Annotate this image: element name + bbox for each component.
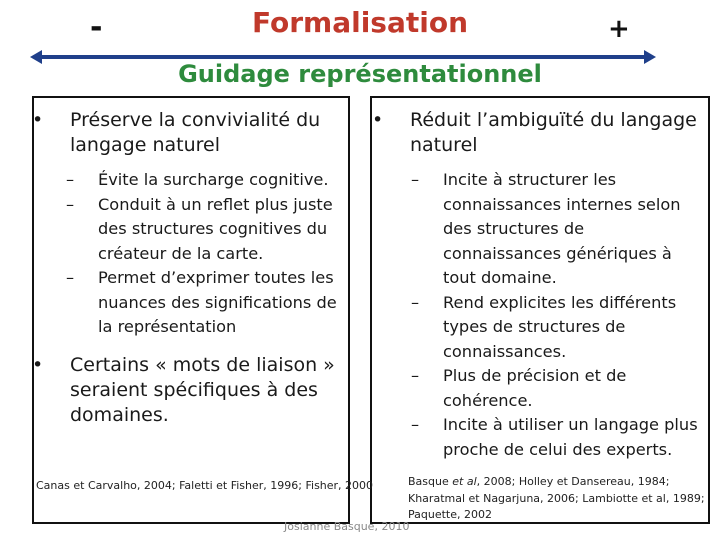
list-item	[411, 291, 703, 365]
list-item-text: Conduit à un reflet plus juste des structures cognitives du créateur de la carte.	[98, 194, 333, 263]
right-sublist	[411, 168, 703, 462]
dash-icon: –	[411, 415, 420, 434]
bullet-dot-icon: •	[32, 109, 44, 131]
left-bullet-1	[32, 108, 338, 158]
right-bullet-1-text: Réduit l’ambiguïté du langage naturel	[410, 109, 697, 156]
list-item-text: Permet d’exprimer toutes les nuances des significations de la représentation	[98, 268, 337, 336]
left-bullet-1-text: Préserve la convivialité du langage naturel	[70, 109, 321, 156]
dash-icon: –	[66, 194, 75, 214]
bullet-dot-icon: •	[32, 354, 44, 376]
dash-icon: –	[411, 366, 420, 385]
dash-icon: –	[66, 170, 75, 189]
dash-icon: –	[411, 292, 420, 312]
right-references	[408, 474, 706, 524]
list-item	[66, 193, 344, 267]
list-item-text: Incite à utiliser un langage plus proche de celui des experts.	[443, 415, 698, 459]
plus-sign: +	[608, 14, 630, 44]
list-item-text: Incite à structurer les connaissances internes selon des structures de connaissances génériques à tout domaine.	[443, 170, 681, 287]
left-sublist	[66, 168, 344, 340]
dash-icon: –	[411, 170, 420, 189]
list-item-text: Évite la surcharge cognitive.	[98, 170, 329, 189]
list-item-text: Plus de précision et de cohérence.	[443, 366, 627, 410]
left-references: Canas et Carvalho, 2004; Faletti et Fisher, 1996; Fisher, 2000	[36, 479, 374, 492]
ref-text-etal: et al	[452, 475, 477, 488]
list-item	[66, 266, 344, 340]
page-title: Formalisation	[251, 6, 468, 39]
author-footer: Josianne Basque, 2010	[284, 520, 410, 533]
bullet-dot-icon: •	[372, 109, 384, 131]
left-bullet-2	[32, 353, 338, 428]
page-subtitle: Guidage représentationnel	[178, 60, 542, 88]
left-bullet-2-text: Certains « mots de liaison » seraient spécifiques à des domaines.	[70, 354, 335, 426]
ref-text-part-2: , 2008; Holley et Dansereau, 1984; Kharatmal et Nagarjuna, 2006; Lambiotte et al, 1989; Paquette, 2002	[408, 475, 705, 521]
dash-icon: –	[66, 268, 75, 287]
right-bullet-1	[372, 108, 702, 158]
ref-text-part-1: Basque	[408, 475, 453, 488]
list-item	[411, 413, 703, 462]
list-item	[411, 168, 703, 291]
list-item	[66, 168, 344, 193]
minus-sign: -	[90, 10, 103, 45]
list-item	[411, 364, 703, 413]
list-item-text: Rend explicites les différents types de structures de connaissances.	[443, 292, 677, 361]
